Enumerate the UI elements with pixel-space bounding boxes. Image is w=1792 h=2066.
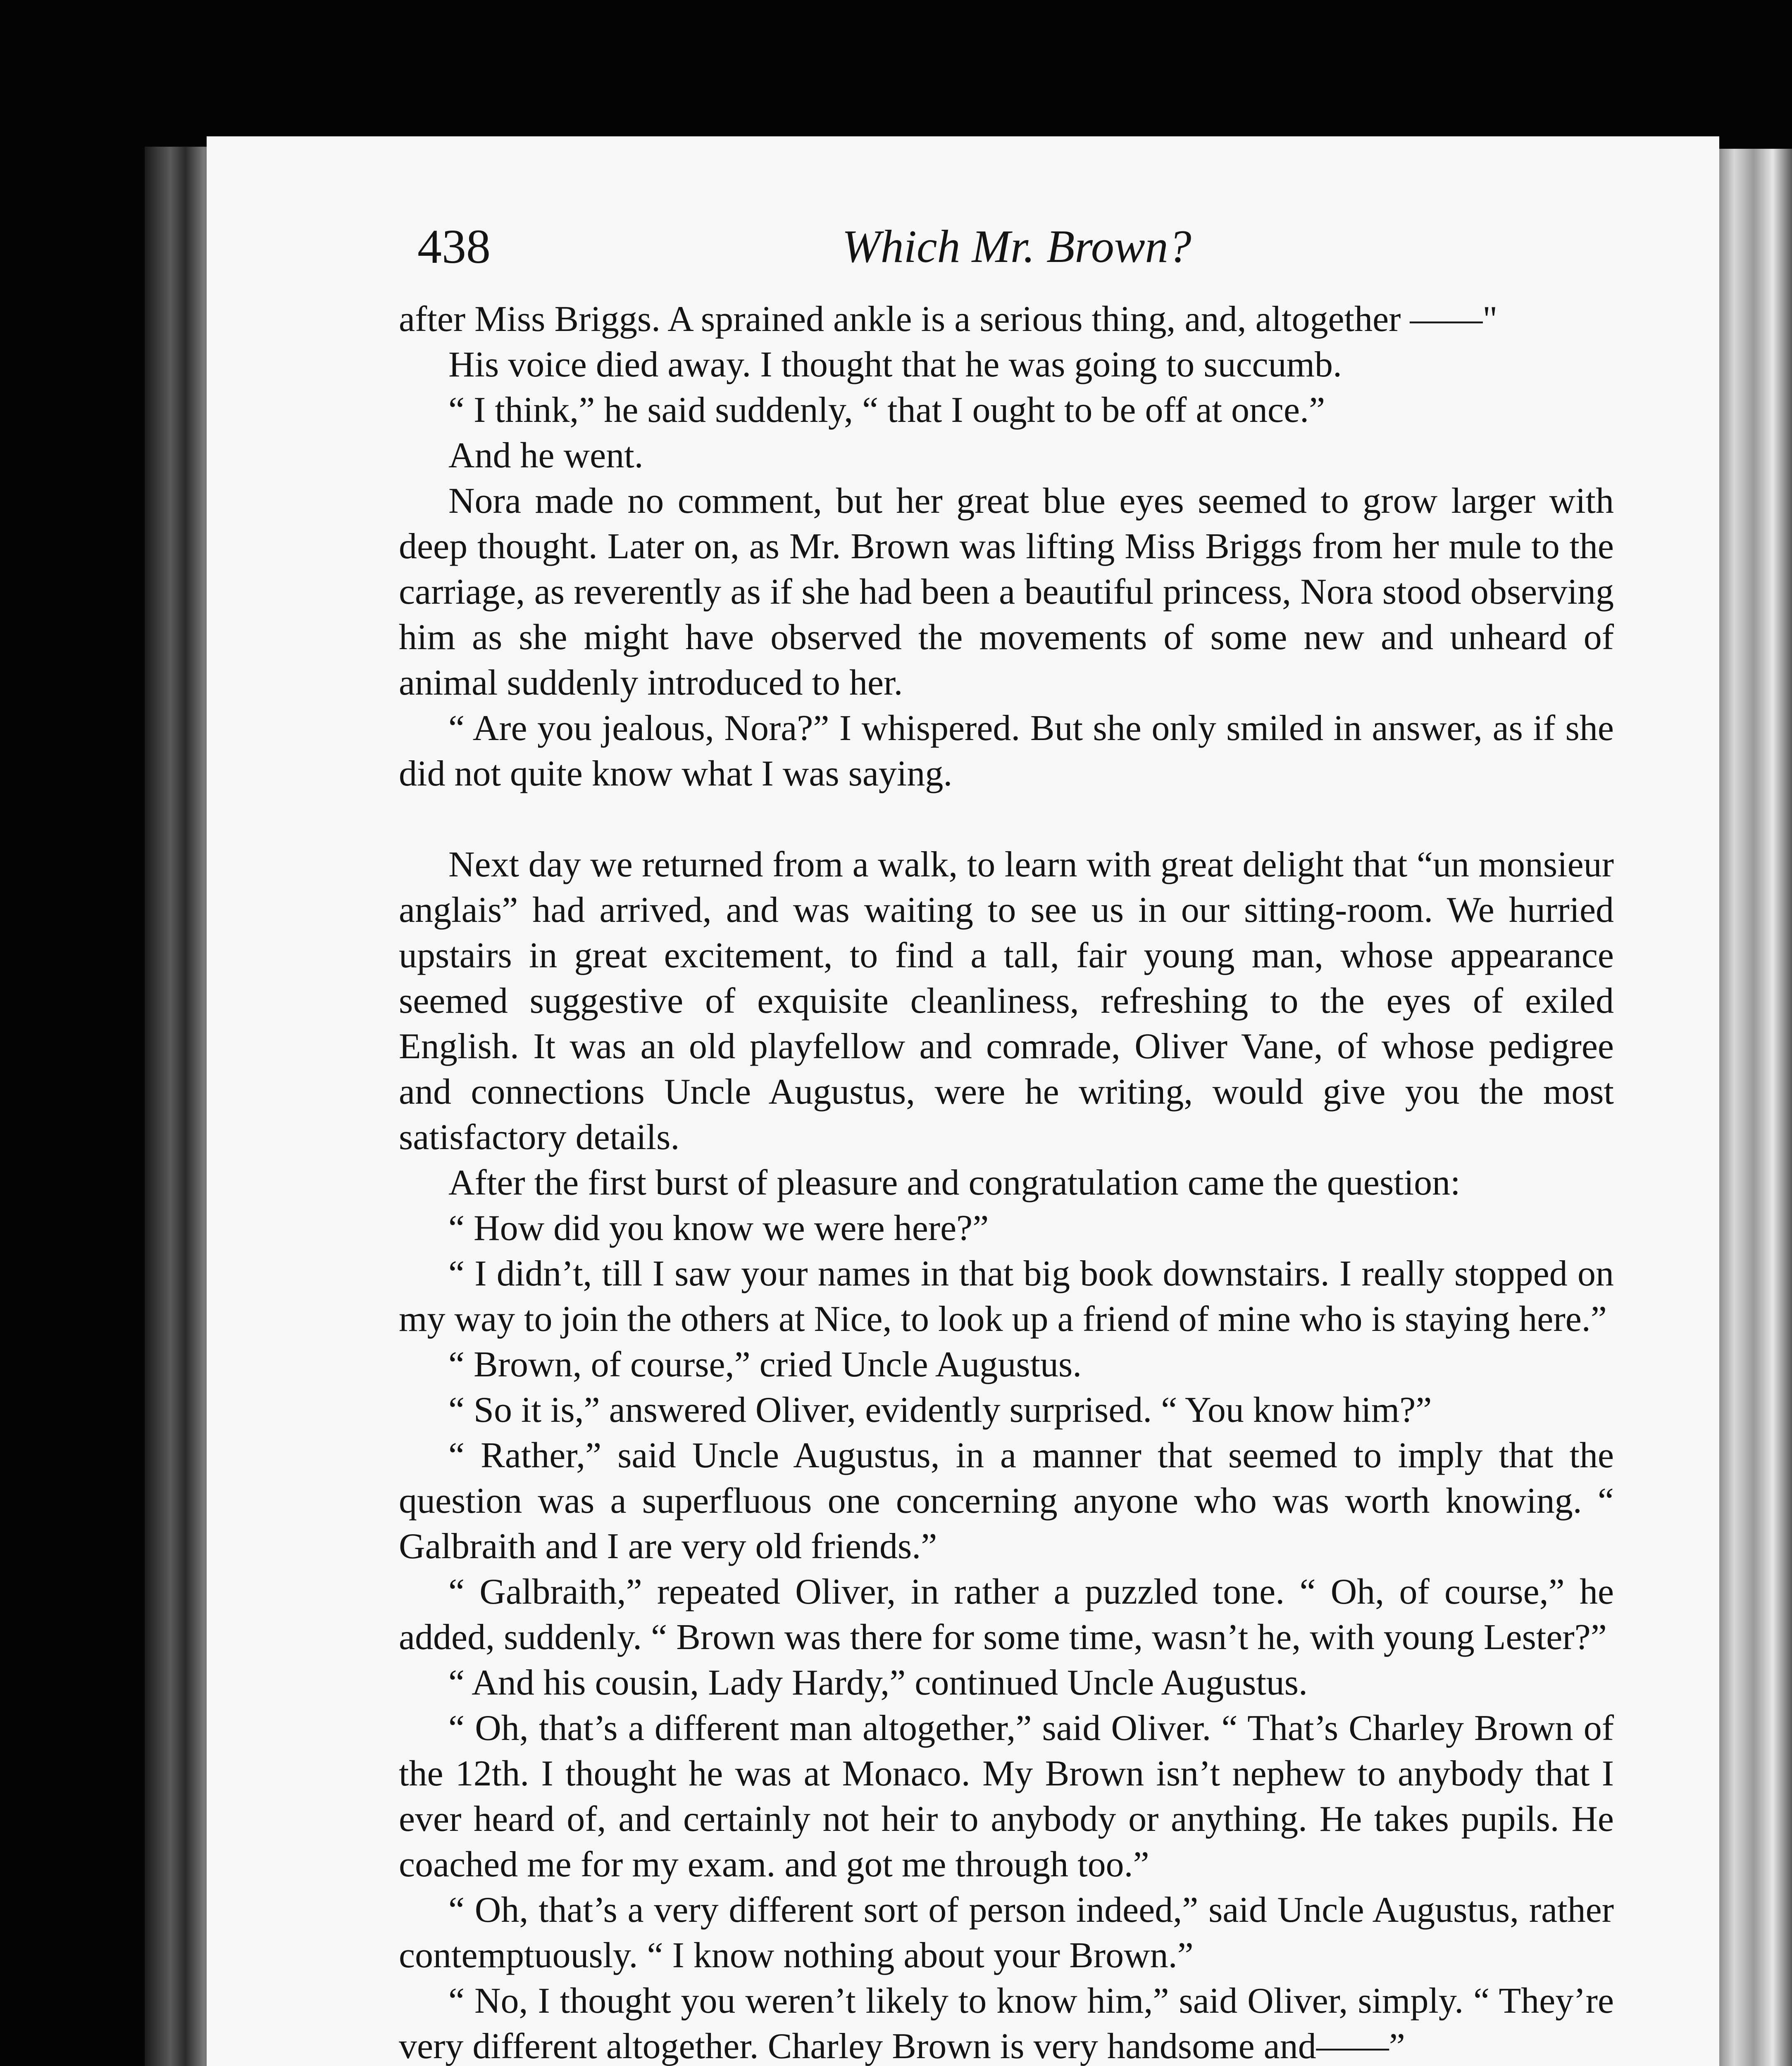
paragraph: His voice died away. I thought that he was going to succumb. [448, 345, 1342, 385]
page-header [417, 216, 1616, 290]
paragraph: “ Oh, that’s a very different sort of person indeed,” said Uncle Augustus, rather contemptuously. “ I know nothing about your Brown.” [399, 1890, 1614, 1976]
paragraph: after Miss Briggs. A sprained ankle is a serious thing, and, altogether ——" [399, 299, 1498, 339]
paragraph: “ Brown, of course,” cried Uncle Augustus. [448, 1345, 1082, 1385]
paragraph: Nora made no comment, but her great blue eyes seemed to grow larger with deep thought. Later on, as Mr. Brown was lifting Miss Briggs from her mule to the carriage, as reverently as if she had been a beautiful princess, Nora stood observing him as she might have observed the movements of some new and unheard of animal suddenly introduced to her. [399, 481, 1614, 703]
running-head: Which Mr. Brown? [842, 221, 1191, 272]
paragraph: “ I think,” he said suddenly, “ that I ought to be off at once.” [448, 390, 1325, 430]
paragraph: “ And his cousin, Lady Hardy,” continued Uncle Augustus. [448, 1663, 1308, 1703]
paragraph: “ Galbraith,” repeated Oliver, in rather a puzzled tone. “ Oh, of course,” he added, suddenly. “ Brown was there for some time, wasn’t he, with young Lester?” [399, 1572, 1614, 1657]
body-text [399, 297, 1614, 2066]
paragraph: “ Oh, that’s a different man altogether,” said Oliver. “ That’s Charley Brown of the 12th. I thought he was at Monaco. My Brown isn’t nephew to anybody that I ever heard of, and certainly not heir to anybody or anything. He takes pupils. He coached me for my exam. and got me through too.” [399, 1708, 1614, 1885]
paragraph: “ How did you know we were here?” [448, 1208, 989, 1248]
paragraph: “ So it is,” answered Oliver, evidently surprised. “ You know him?” [448, 1390, 1432, 1430]
paragraph: “ No, I thought you weren’t likely to know him,” said Oliver, simply. “ They’re very different altogether. Charley Brown is very handsome and——” [399, 1981, 1614, 2066]
paragraph: And he went. [448, 436, 643, 476]
paragraph: “ I didn’t, till I saw your names in that big book downstairs. I really stopped on my way to join the others at Nice, to look up a friend of mine who is staying here.” [399, 1254, 1614, 1339]
paragraph: Next day we returned from a walk, to learn with great delight that “un monsieur anglais” had arrived, and was waiting to see us in our sitting-room. We hurried upstairs in great excitement, to find a tall, fair young man, whose appearance seemed suggestive of exquisite cleanliness, refreshing to the eyes of exiled English. It was an old playfellow and comrade, Oliver Vane, of whose pedigree and connections Uncle Augustus, were he writing, would give you the most satisfactory details. [399, 845, 1614, 1157]
paragraph: “ Rather,” said Uncle Augustus, in a manner that seemed to imply that the question was a superfluous one concerning anyone who was worth knowing. “ Galbraith and I are very old friends.” [399, 1435, 1614, 1566]
page-number: 438 [417, 219, 491, 274]
paragraph: After the first burst of pleasure and congratulation came the question: [448, 1163, 1461, 1203]
paragraph: “ Are you jealous, Nora?” I whispered. But she only smiled in answer, as if she did not quite know what I was saying. [399, 708, 1614, 794]
page-edges [1715, 149, 1792, 2066]
